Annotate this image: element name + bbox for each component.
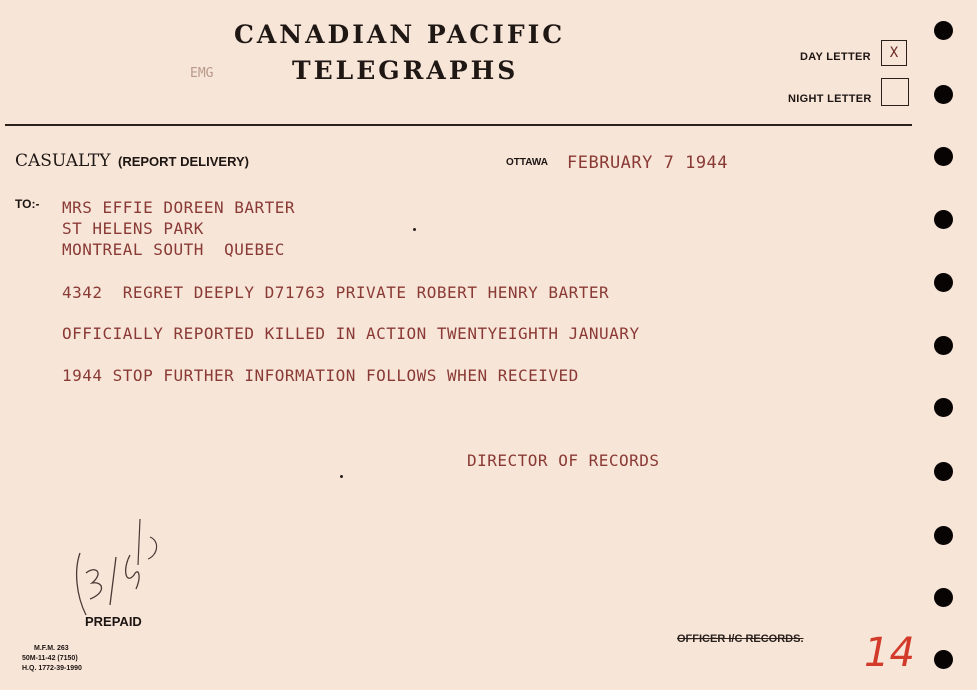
message-type-note: (REPORT DELIVERY) <box>118 154 249 169</box>
form-code: M.F.M. 263 <box>34 645 69 652</box>
recipient-street: ST HELENS PARK <box>62 219 204 238</box>
company-name: CANADIAN PACIFIC <box>234 20 566 49</box>
message-body-line: 1944 STOP FURTHER INFORMATION FOLLOWS WHEN RECEIVED <box>62 366 579 385</box>
binder-hole-icon <box>934 650 953 669</box>
binder-hole-icon <box>934 273 953 292</box>
binder-hole-icon <box>934 336 953 355</box>
recipient-city: MONTREAL SOUTH QUEBEC <box>62 240 285 259</box>
recipient-name: MRS EFFIE DOREEN BARTER <box>62 198 296 217</box>
form-code: 50M-11-42 (7150) <box>22 655 78 662</box>
officer-line: OFFICER I/C RECORDS. <box>677 633 804 645</box>
header-divider <box>5 124 912 126</box>
binder-hole-icon <box>934 21 953 40</box>
ink-speck <box>340 475 343 478</box>
binder-hole-icon <box>934 526 953 545</box>
ink-speck <box>413 228 416 231</box>
origin-label: OTTAWA <box>506 157 549 168</box>
page-number: 14 <box>864 630 915 676</box>
signature: DIRECTOR OF RECORDS <box>467 451 660 470</box>
message-date: FEBRUARY 7 1944 <box>567 153 729 173</box>
handwritten-mark <box>68 515 168 630</box>
message-body-line: 4342 REGRET DEEPLY D71763 PRIVATE ROBERT HENRY BARTER <box>62 283 610 302</box>
night-letter-label: NIGHT LETTER <box>788 93 872 105</box>
form-code: H.Q. 1772-39-1990 <box>22 665 82 672</box>
day-letter-checkbox: X <box>881 40 907 66</box>
to-label: TO:- <box>15 197 40 211</box>
prepaid-label: PREPAID <box>85 614 142 629</box>
binder-hole-icon <box>934 85 953 104</box>
binder-hole-icon <box>934 210 953 229</box>
message-body-line: OFFICIALLY REPORTED KILLED IN ACTION TWENTYEIGHTH JANUARY <box>62 324 640 343</box>
day-letter-label: DAY LETTER <box>800 51 871 63</box>
binder-hole-icon <box>934 588 953 607</box>
binder-hole-icon <box>934 398 953 417</box>
binder-hole-icon <box>934 462 953 481</box>
company-subtitle: TELEGRAPHS <box>292 56 519 85</box>
message-type: CASUALTY <box>15 151 111 171</box>
night-letter-checkbox <box>881 78 909 106</box>
office-code: EMG <box>190 66 214 81</box>
binder-hole-icon <box>934 147 953 166</box>
